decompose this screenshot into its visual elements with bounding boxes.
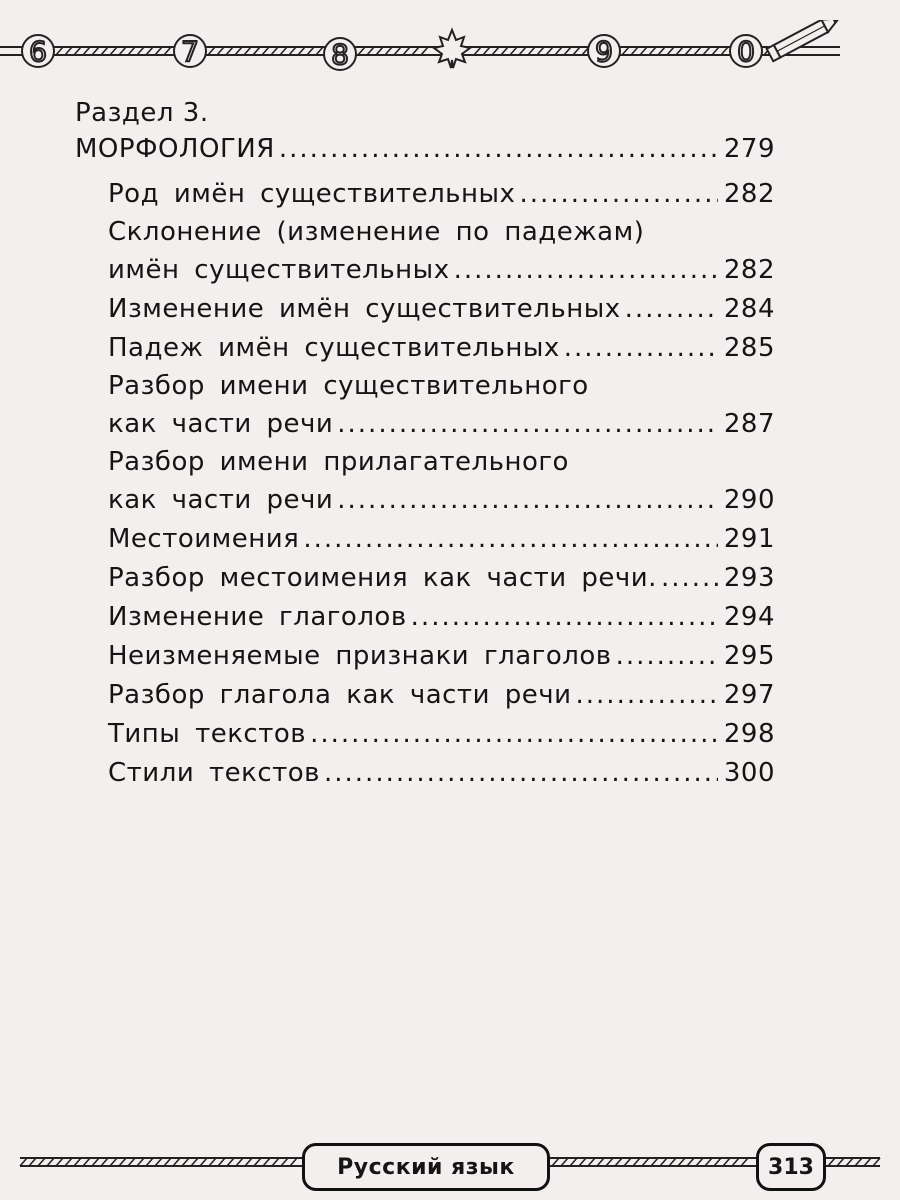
rope-stroke [101, 47, 108, 55]
rope-stroke [272, 1158, 279, 1166]
toc-entry-row [75, 520, 775, 559]
rope-stroke [244, 47, 251, 55]
toc-entry-title: Падеж имён существительных [108, 333, 560, 363]
rope-stroke [155, 1158, 162, 1166]
rope-stroke [83, 1158, 90, 1166]
table-of-contents [75, 96, 775, 793]
toc-entry-title: имён существительных [108, 255, 450, 285]
section-title: МОРФОЛОГИЯ [75, 134, 275, 164]
section-page-number: 279 [723, 134, 775, 164]
leader-dots [310, 715, 718, 754]
leader-dots [454, 251, 718, 290]
toc-entry-title: как части речи [108, 409, 334, 439]
toc-entry [75, 444, 775, 520]
rope-stroke [83, 47, 90, 55]
rope-stroke [263, 1158, 270, 1166]
rope-stroke [483, 47, 490, 55]
toc-entry-row [75, 290, 775, 329]
rope-stroke [307, 47, 314, 55]
rope-stroke [281, 1158, 288, 1166]
toc-entry-title-line: Разбор имени прилагательного [108, 447, 569, 477]
rope-stroke [703, 47, 710, 55]
rope-stroke [218, 1158, 225, 1166]
rope-stroke [316, 47, 323, 55]
rope-stroke [110, 47, 117, 55]
toc-entry-title-line: Разбор имени существительного [108, 371, 589, 401]
rope-stroke [615, 1158, 622, 1166]
rope-stroke [658, 47, 665, 55]
toc-entry-row [75, 676, 775, 715]
toc-entry-title: Род имён существительных [108, 179, 516, 209]
toc-entry-page-number: 300 [723, 758, 775, 788]
toc-entry-page-number: 291 [723, 524, 775, 554]
toc-entry-page-number: 295 [723, 641, 775, 671]
rope-stroke [570, 1158, 577, 1166]
toc-entry-title: Разбор местоимения как части речи. [108, 563, 657, 593]
rope-stroke [633, 1158, 640, 1166]
rope-stroke [101, 1158, 108, 1166]
rope-stroke [537, 47, 544, 55]
rope-stroke [622, 47, 629, 55]
rope-stroke [403, 47, 410, 55]
rope-stroke [208, 47, 215, 55]
digit-7-icon [174, 35, 206, 68]
header-digit: 0 [737, 35, 755, 68]
rope-stroke [137, 1158, 144, 1166]
toc-entry-page-number: 297 [723, 680, 775, 710]
leader-dots [519, 175, 717, 214]
section-title-row [75, 130, 775, 169]
rope-stroke [676, 47, 683, 55]
toc-entry-row [75, 715, 775, 754]
leader-dots [303, 520, 718, 559]
rope-stroke [164, 1158, 171, 1166]
rope-stroke [56, 1158, 63, 1166]
rope-stroke [667, 47, 674, 55]
rope-stroke [137, 47, 144, 55]
toc-entry-title: Местоимения [108, 524, 300, 554]
rope-stroke [651, 1158, 658, 1166]
header-digit: 9 [595, 35, 613, 68]
rope-stroke [828, 1158, 835, 1166]
toc-entry-row [75, 598, 775, 637]
rope-stroke [864, 1158, 871, 1166]
toc-entry [75, 676, 775, 715]
toc-entry-title: Неизменяемые признаки глаголов [108, 641, 612, 671]
rope-stroke [74, 1158, 81, 1166]
rope-stroke [119, 1158, 126, 1166]
header-digit: 7 [181, 35, 199, 68]
rope-stroke [394, 47, 401, 55]
rope-stroke [298, 47, 305, 55]
toc-entry-title: Изменение имён существительных [108, 294, 621, 324]
toc-entry-page-number: 294 [723, 602, 775, 632]
rope-stroke [227, 1158, 234, 1166]
rope-stroke [119, 47, 126, 55]
rope-stroke [74, 47, 81, 55]
rope-stroke [519, 47, 526, 55]
rope-stroke [290, 1158, 297, 1166]
rope-stroke [546, 47, 553, 55]
rope-stroke [714, 1158, 721, 1166]
digit-0-icon [730, 35, 762, 68]
toc-entry [75, 520, 775, 559]
rope-stroke [29, 1158, 36, 1166]
toc-entry [75, 368, 775, 444]
rope-stroke [723, 1158, 730, 1166]
leader-dots [324, 754, 718, 793]
leader-dots [337, 481, 718, 520]
toc-entry [75, 598, 775, 637]
toc-entry [75, 715, 775, 754]
rope-stroke [65, 1158, 72, 1166]
leader-dots [411, 598, 718, 637]
rope-stroke [685, 47, 692, 55]
toc-entry-page-number: 282 [723, 179, 775, 209]
rope-stroke [640, 47, 647, 55]
rope-stroke [65, 47, 72, 55]
toc-entry-row [75, 637, 775, 676]
rope-stroke [155, 47, 162, 55]
rope-stroke [510, 47, 517, 55]
toc-entry [75, 290, 775, 329]
rope-stroke [235, 47, 242, 55]
rope-stroke [705, 1158, 712, 1166]
rope-stroke [412, 47, 419, 55]
toc-entry-title: Типы текстов [108, 719, 307, 749]
rope-stroke [182, 1158, 189, 1166]
toc-entry [75, 559, 775, 598]
toc-entries [75, 175, 775, 793]
rope-stroke [146, 47, 153, 55]
toc-entry-row [75, 405, 775, 444]
rope-stroke [92, 47, 99, 55]
rope-stroke [236, 1158, 243, 1166]
header-digit: 8 [331, 38, 349, 71]
rope-stroke [846, 1158, 853, 1166]
rope-stroke [38, 1158, 45, 1166]
rope-stroke [421, 47, 428, 55]
rope-stroke [245, 1158, 252, 1166]
toc-entry [75, 754, 775, 793]
rope-stroke [367, 47, 374, 55]
rope-stroke [694, 47, 701, 55]
page-number: 313 [756, 1143, 826, 1191]
toc-entry [75, 175, 775, 214]
toc-entry [75, 637, 775, 676]
rope-stroke [271, 47, 278, 55]
section-label: Раздел 3. [75, 98, 209, 128]
toc-entry-row [75, 175, 775, 214]
rope-stroke [712, 47, 719, 55]
toc-entry-row [75, 559, 775, 598]
rope-stroke [579, 1158, 586, 1166]
rope-stroke [164, 47, 171, 55]
toc-entry-page-number: 285 [723, 333, 775, 363]
rope-stroke [376, 47, 383, 55]
rope-stroke [597, 1158, 604, 1166]
top-decorative-border [0, 20, 900, 80]
rope-stroke [837, 1158, 844, 1166]
toc-entry-title: Разбор глагола как части речи [108, 680, 572, 710]
rope-hatching [56, 47, 780, 55]
rope-stroke [552, 1158, 559, 1166]
subject-label: Русский язык [302, 1143, 550, 1191]
rope-stroke [564, 47, 571, 55]
rope-stroke [226, 47, 233, 55]
rope-stroke [631, 47, 638, 55]
header-digit: 6 [29, 35, 47, 68]
rope-stroke [262, 47, 269, 55]
rope-stroke [528, 47, 535, 55]
toc-entry [75, 329, 775, 368]
leader-dots [564, 329, 718, 368]
rope-stroke [855, 1158, 862, 1166]
rope-stroke [110, 1158, 117, 1166]
rope-stroke [721, 47, 728, 55]
rope-stroke [732, 1158, 739, 1166]
rope-stroke [642, 1158, 649, 1166]
rope-stroke [128, 1158, 135, 1166]
rope-stroke [678, 1158, 685, 1166]
rope-stroke [696, 1158, 703, 1166]
rope-stroke [873, 1158, 880, 1166]
leader-dots [625, 290, 718, 329]
leader-dots [661, 559, 718, 598]
rope-stroke [254, 1158, 261, 1166]
digit-9-icon [588, 35, 620, 68]
rope-stroke [385, 47, 392, 55]
leader-dots [616, 637, 718, 676]
rope-stroke [573, 47, 580, 55]
digit-8-icon [324, 38, 356, 71]
toc-entry-page-number: 287 [723, 409, 775, 439]
digit-6-icon [22, 35, 54, 68]
toc-entry-title: Изменение глаголов [108, 602, 407, 632]
toc-entry-row [75, 329, 775, 368]
toc-entry-title: Стили текстов [108, 758, 320, 788]
toc-entry-page-number: 293 [723, 563, 775, 593]
rope-stroke [146, 1158, 153, 1166]
rope-stroke [191, 1158, 198, 1166]
rope-stroke [289, 47, 296, 55]
rope-stroke [280, 47, 287, 55]
toc-entry-row [75, 251, 775, 290]
toc-entry-title-line: Склонение (изменение по падежам) [108, 217, 645, 247]
leader-dots [279, 130, 718, 169]
rope-stroke [660, 1158, 667, 1166]
toc-entry-page-number: 290 [723, 485, 775, 515]
maple-leaf-icon [434, 30, 470, 68]
rope-stroke [669, 1158, 676, 1166]
leader-dots [337, 405, 718, 444]
toc-entry-page-number: 298 [723, 719, 775, 749]
toc-entry-title: как части речи [108, 485, 334, 515]
toc-entry-page-number: 282 [723, 255, 775, 285]
rope-stroke [128, 47, 135, 55]
rope-stroke [555, 47, 562, 55]
rope-stroke [217, 47, 224, 55]
rope-stroke [47, 1158, 54, 1166]
toc-entry-row [75, 481, 775, 520]
toc-entry-page-number: 284 [723, 294, 775, 324]
rope-stroke [20, 1158, 27, 1166]
rope-stroke [624, 1158, 631, 1166]
rope-stroke [173, 1158, 180, 1166]
toc-entry [75, 214, 775, 290]
rope-stroke [474, 47, 481, 55]
rope-stroke [649, 47, 656, 55]
rope-stroke [501, 47, 508, 55]
rope-stroke [56, 47, 63, 55]
rope-stroke [741, 1158, 748, 1166]
rope-stroke [606, 1158, 613, 1166]
rope-stroke [588, 1158, 595, 1166]
rope-stroke [209, 1158, 216, 1166]
rope-stroke [687, 1158, 694, 1166]
leader-dots [576, 676, 718, 715]
rope-stroke [253, 47, 260, 55]
rope-stroke [561, 1158, 568, 1166]
rope-stroke [200, 1158, 207, 1166]
rope-stroke [492, 47, 499, 55]
rope-stroke [92, 1158, 99, 1166]
toc-entry-row [75, 754, 775, 793]
rope-stroke [358, 47, 365, 55]
